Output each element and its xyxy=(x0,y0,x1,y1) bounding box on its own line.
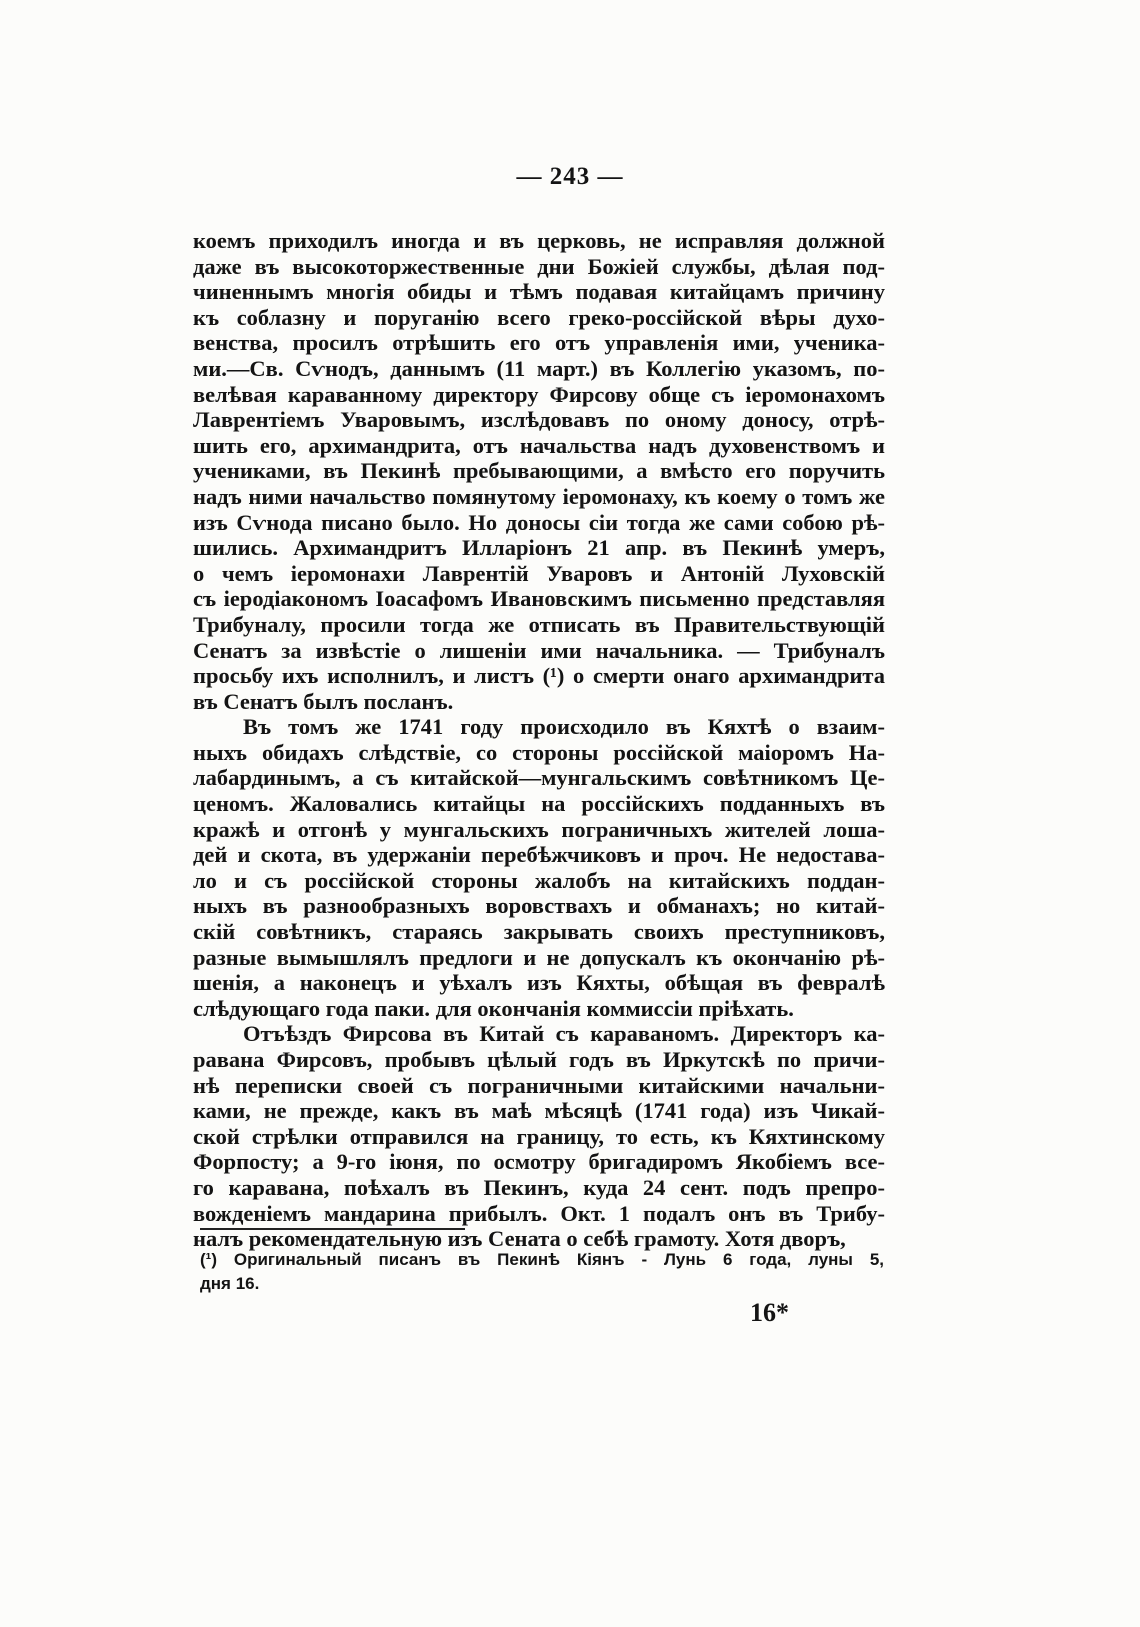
footnote-line: дня 16. xyxy=(200,1274,260,1293)
text-line: чиненнымъ многія обиды и тѣмъ подавая китайцамъ причину xyxy=(193,279,885,305)
main-text xyxy=(193,228,885,1252)
text-line: шить его, архимандрита, отъ начальства надъ духовенствомъ и xyxy=(193,432,885,458)
text-line: венства, просилъ отрѣшить его отъ управленія ими, ученика- xyxy=(193,330,885,356)
text-line: даже въ высокоторжественные дни Божіей службы, дѣлая под- xyxy=(193,253,885,279)
text-line: ло и съ россійской стороны жалобъ на китайскихъ поддан- xyxy=(193,867,885,893)
text-line: Трибуналу, просили тогда же отписать въ Правительствующій xyxy=(193,611,885,637)
text-line: изъ Сѵнода писано было. Но доносы сіи тогда же сами собою рѣ- xyxy=(193,509,885,535)
text-line: Лаврентіемъ Уваровымъ, изслѣдовавъ по оному доносу, отрѣ- xyxy=(193,407,885,433)
footnote-line: (¹) Оригинальный писанъ въ Пекинѣ Кіянъ - Лунь 6 года, луны 5, xyxy=(200,1250,884,1269)
text-line: слѣдующаго года паки. для окончанія коммиссіи пріѣхать. xyxy=(193,995,794,1021)
text-line: скій совѣтникъ, стараясь закрывать своихъ преступниковъ, xyxy=(193,919,885,945)
text-line: надъ ними начальство помянутому іеромонаху, къ коему о томъ же xyxy=(193,483,885,509)
page-number: — 243 — xyxy=(516,163,624,190)
text-line: Отъѣздъ Фирсова въ Китай съ караваномъ. Директоръ ка- xyxy=(243,1021,885,1047)
footnote xyxy=(200,1248,884,1296)
text-line: ныхъ обидахъ слѣдствіе, со стороны россійской маіоромъ На- xyxy=(193,739,885,765)
text-line: шились. Архимандритъ Илларіонъ 21 апр. въ Пекинѣ умеръ, xyxy=(193,535,885,561)
text-line: въ Сенатъ былъ посланъ. xyxy=(193,688,454,714)
text-line: ской стрѣлки отправился на границу, то есть, къ Кяхтинскому xyxy=(193,1123,885,1149)
text-line: ныхъ въ разнообразныхъ воровствахъ и обманахъ; но китай- xyxy=(193,893,885,919)
text-line: велѣвая караванному директору Фирсову обще съ іеромонахомъ xyxy=(193,381,885,407)
text-line: ками, не прежде, какъ въ маѣ мѣсяцѣ (1741 года) изъ Чикай- xyxy=(193,1098,885,1124)
text-line: о чемъ іеромонахи Лаврентій Уваровъ и Антоній Луховскій xyxy=(193,560,885,586)
text-line: шенія, а наконецъ и уѣхалъ изъ Кяхты, обѣщая въ февралѣ xyxy=(193,970,885,996)
footnote-divider xyxy=(200,1228,465,1230)
text-line: Въ томъ же 1741 году происходило въ Кяхтѣ о взаим- xyxy=(243,714,885,740)
text-line: къ соблазну и поруганію всего греко-россійской вѣры духо- xyxy=(193,304,885,330)
text-line: съ іеродіакономъ Іоасафомъ Ивановскимъ письменно представляя xyxy=(193,586,885,612)
text-line: ценомъ. Жаловались китайцы на россійскихъ подданныхъ въ xyxy=(193,791,885,817)
text-line: коемъ приходилъ иногда и въ церковь, не исправляя должной xyxy=(193,228,885,253)
text-line: Форпосту; а 9-го іюня, по осмотру бригадиромъ Якобіемъ все- xyxy=(193,1149,885,1175)
text-line: лабардинымъ, а съ китайской—мунгальскимъ совѣтникомъ Це- xyxy=(193,765,885,791)
text-line: налъ рекомендательную изъ Сената о себѣ грамоту. Хотя дворъ, xyxy=(193,1226,846,1252)
text-line: го каравана, поѣхалъ въ Пекинъ, куда 24 сент. подъ препро- xyxy=(193,1174,885,1200)
text-line: разные вымышлялъ предлоги и не допускалъ къ окончанію рѣ- xyxy=(193,944,885,970)
text-line: кражѣ и отгонѣ у мунгальскихъ пограничныхъ жителей лошa- xyxy=(193,816,885,842)
text-line: учениками, въ Пекинѣ пребывающими, а вмѣсто его поручить xyxy=(193,458,885,484)
text-line: вожденіемъ мандарина прибылъ. Окт. 1 подалъ онъ въ Трибу- xyxy=(193,1200,885,1226)
text-line: ми.—Св. Сѵнодъ, даннымъ (11 март.) въ Коллегію указомъ, по- xyxy=(193,355,885,381)
text-line: Сенатъ за извѣстіе о лишеніи ими начальника. — Трибуналъ xyxy=(193,637,885,663)
text-line: равана Фирсовъ, пробывъ цѣлый годъ въ Иркутскѣ по причи- xyxy=(193,1047,885,1072)
text-line: нѣ переписки своей съ пограничными китайскими начальни- xyxy=(193,1072,885,1098)
text-line: дей и скота, въ удержаніи перебѣжчиковъ и проч. Не недостава- xyxy=(193,842,885,868)
text-line: просьбу ихъ исполнилъ, и листъ (¹) о смерти онаго архимандрита xyxy=(193,663,885,689)
signature-mark: 16* xyxy=(750,1298,789,1327)
